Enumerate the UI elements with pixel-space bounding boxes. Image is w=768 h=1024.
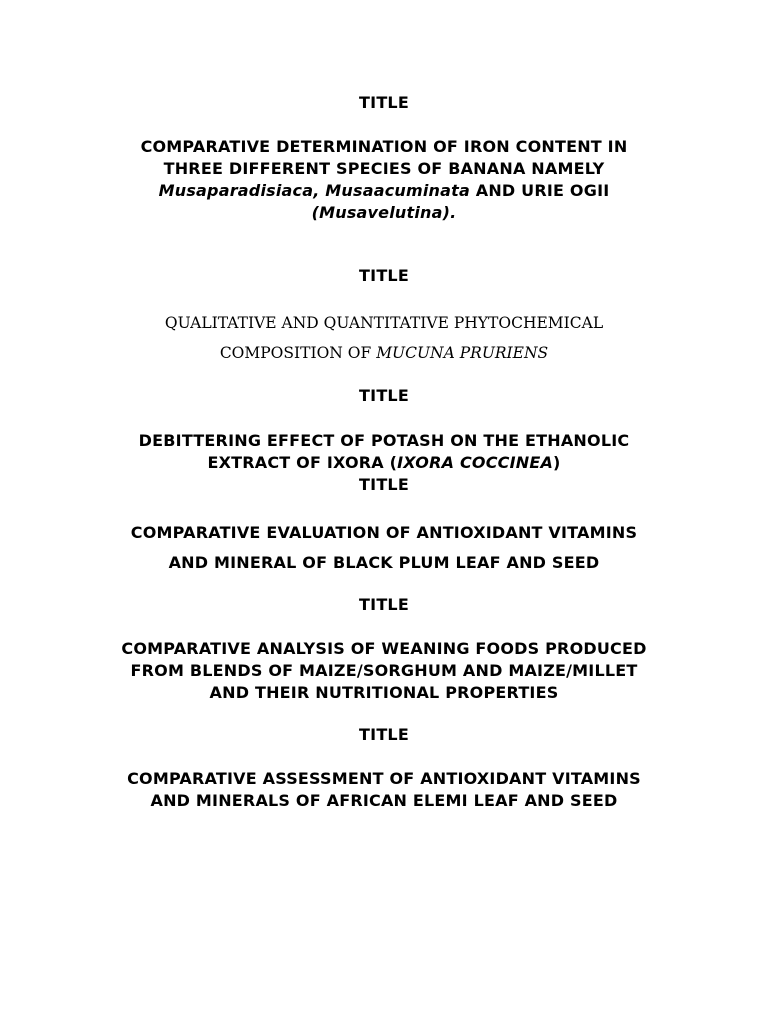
title-line — [84, 180, 684, 202]
title-heading: TITLE — [359, 595, 409, 614]
entry-4-heading — [84, 474, 684, 496]
title-line-text: EXTRACT OF IXORA ( — [207, 453, 398, 472]
title-line: COMPARATIVE ANALYSIS OF WEANING FOODS PRODUCED — [121, 639, 647, 658]
entry-4-title — [84, 518, 684, 578]
title-heading: TITLE — [359, 725, 409, 744]
title-line: DEBITTERING EFFECT OF POTASH ON THE ETHANOLIC — [138, 431, 630, 450]
title-heading: TITLE — [359, 266, 409, 285]
title-line-text: AND URIE OGII — [469, 181, 610, 200]
entry-5-title — [84, 638, 684, 704]
entry-1-heading — [84, 92, 684, 114]
entry-5-heading — [84, 594, 684, 616]
title-line: AND MINERAL OF BLACK PLUM LEAF AND SEED — [168, 553, 600, 572]
title-line-text: ) — [553, 453, 561, 472]
title-line — [84, 452, 684, 474]
species-names: Musaparadisiaca, Musaacuminata — [158, 181, 470, 200]
title-heading: TITLE — [359, 93, 409, 112]
entry-2-heading — [84, 265, 684, 287]
title-line: FROM BLENDS OF MAIZE/SORGHUM AND MAIZE/MILLET — [130, 661, 638, 680]
entry-6-heading — [84, 724, 684, 746]
species-name: (Musavelutina). — [311, 203, 457, 222]
entry-2-title — [84, 308, 684, 368]
entry-6-title — [84, 768, 684, 812]
title-line: QUALITATIVE AND QUANTITATIVE PHYTOCHEMICAL — [164, 314, 604, 332]
title-heading: TITLE — [359, 386, 409, 405]
entry-1-title — [84, 136, 684, 224]
species-name: MUCUNA PRURIENS — [376, 344, 549, 362]
title-line: AND MINERALS OF AFRICAN ELEMI LEAF AND SEED — [150, 791, 618, 810]
entry-3-heading — [84, 385, 684, 407]
entry-3-title — [84, 430, 684, 474]
title-line: AND THEIR NUTRITIONAL PROPERTIES — [209, 683, 559, 702]
title-line: COMPARATIVE EVALUATION OF ANTIOXIDANT VITAMINS — [130, 523, 638, 542]
title-line — [84, 338, 684, 368]
title-line: COMPARATIVE ASSESSMENT OF ANTIOXIDANT VITAMINS — [127, 769, 641, 788]
title-line-text: COMPOSITION OF — [219, 344, 377, 362]
title-line: THREE DIFFERENT SPECIES OF BANANA NAMELY — [163, 159, 605, 178]
title-heading: TITLE — [359, 475, 409, 494]
title-line: COMPARATIVE DETERMINATION OF IRON CONTENT IN — [140, 137, 628, 156]
species-name: IXORA COCCINEA — [397, 453, 554, 472]
